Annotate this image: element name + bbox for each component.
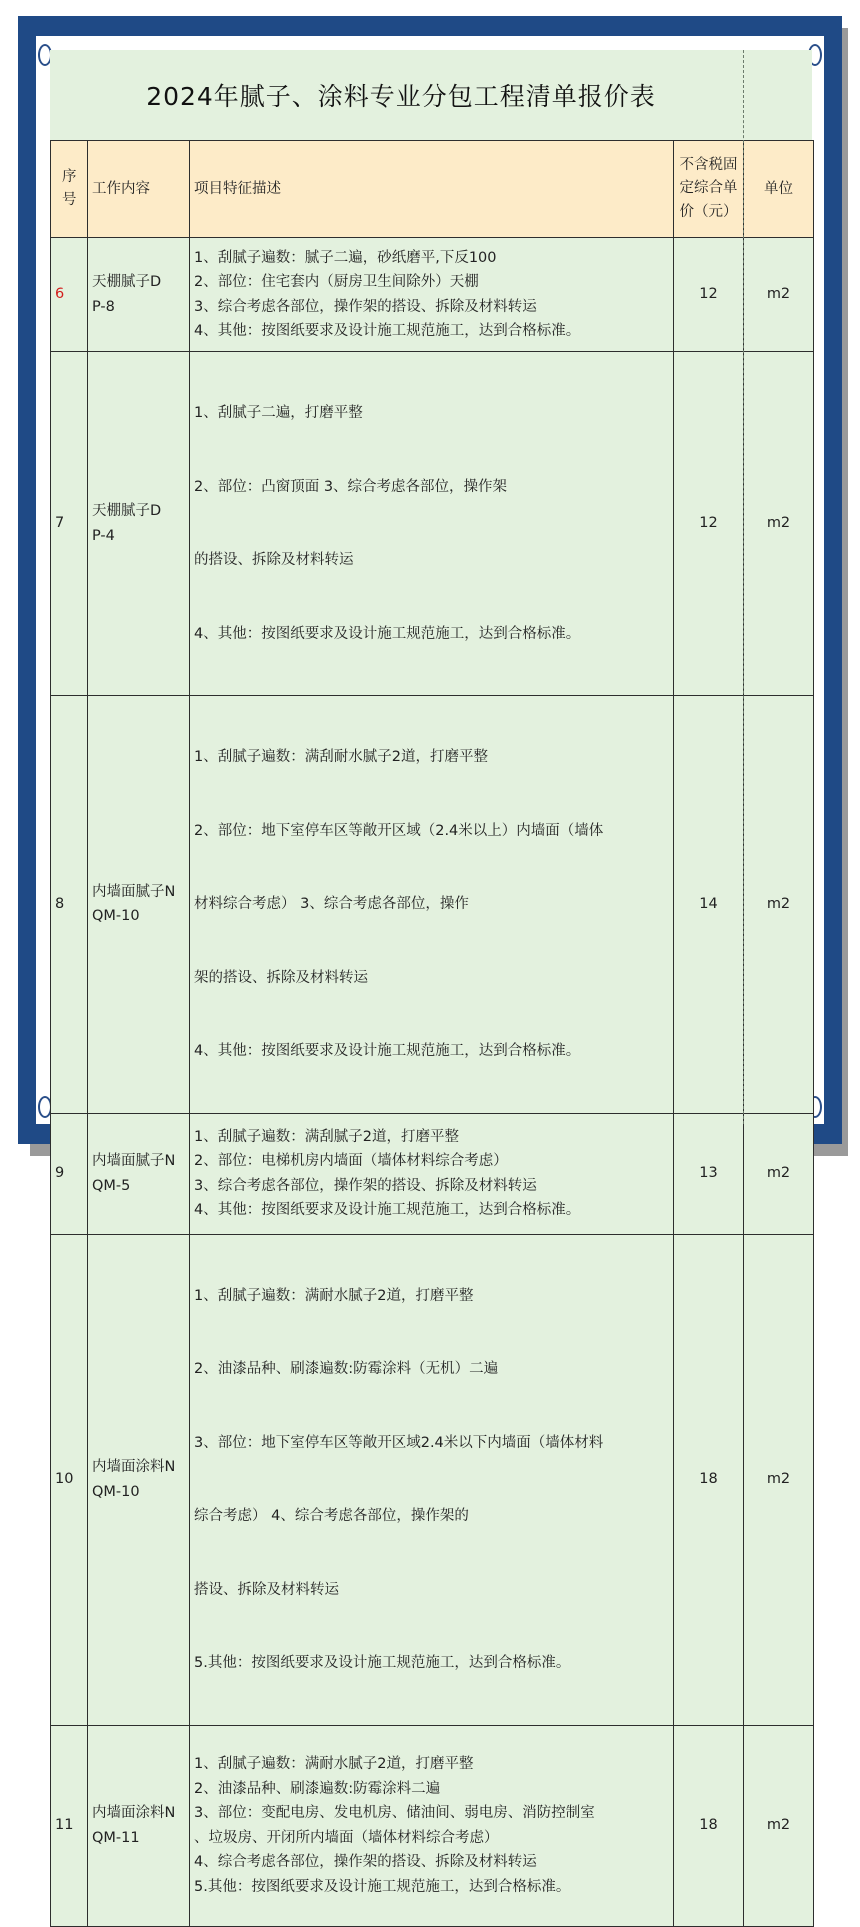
row-no: 7 — [51, 352, 88, 696]
row-price: 14 — [674, 696, 744, 1114]
header-work: 工作内容 — [88, 141, 190, 238]
row-desc: 1、刮腻子二遍，打磨平整 2、部位：凸窗顶面 3、综合考虑各部位，操作架 的搭设、拆除及材料转运 4、其他：按图纸要求及设计施工规范施工，达到合格标准。 — [190, 352, 674, 696]
row-price: 12 — [674, 238, 744, 352]
row-desc: 1、刮腻子遍数：满耐水腻子2道，打磨平整 2、油漆品种、刷漆遍数:防霉涂料（无机）二遍 3、部位：地下室停车区等敞开区域2.4米以下内墙面（墙体材料 综合考虑） 4、综合考虑各部位，操作架的 搭设、拆除及材料转运 5.其他：按图纸要求及设计施工规范施工，达到合格标准。 — [190, 1234, 674, 1725]
table-row — [51, 238, 814, 352]
row-work: 天棚腻子DP-8 — [88, 238, 190, 352]
table-row — [51, 1113, 814, 1234]
row-work: 内墙面涂料NQM-10 — [88, 1234, 190, 1725]
row-price: 18 — [674, 1234, 744, 1725]
row-no: 9 — [51, 1113, 88, 1234]
row-work: 内墙面腻子NQM-5 — [88, 1113, 190, 1234]
sheet-title-text: 2024年腻子、涂料专业分包工程清单报价表 — [146, 82, 656, 111]
row-price: 13 — [674, 1113, 744, 1234]
row-price: 12 — [674, 352, 744, 696]
quotation-sheet — [36, 36, 824, 1895]
row-desc: 1、刮腻子遍数：满耐水腻子2道，打磨平整 2、油漆品种、刷漆遍数:防霉涂料二遍 3、部位：变配电房、发电机房、储油间、弱电房、消防控制室 、垃圾房、开闭所内墙面（墙体材料综合考虑） 4、综合考虑各部位，操作架的搭设、拆除及材料转运 5.其他：按图纸要求及设计施工规范施工，达到合格标准。 — [190, 1725, 674, 1926]
header-desc: 项目特征描述 — [190, 141, 674, 238]
row-desc: 1、刮腻子遍数：满刮腻子2道，打磨平整 2、部位：电梯机房内墙面（墙体材料综合考虑） 3、综合考虑各部位，操作架的搭设、拆除及材料转运 4、其他：按图纸要求及设计施工规范施工，达到合格标准。 — [190, 1113, 674, 1234]
page-break-dashed-line — [743, 50, 744, 1124]
row-desc: 1、刮腻子遍数：腻子二遍，砂纸磨平,下反100 2、部位：住宅套内（厨房卫生间除外）天棚 3、综合考虑各部位，操作架的搭设、拆除及材料转运 4、其他：按图纸要求及设计施工规范施工，达到合格标准。 — [190, 238, 674, 352]
row-no: 8 — [51, 696, 88, 1114]
header-price: 不含税固定综合单价（元） — [674, 141, 744, 238]
row-desc: 1、刮腻子遍数：满刮耐水腻子2道，打磨平整 2、部位：地下室停车区等敞开区域（2.4米以上）内墙面（墙体 材料综合考虑） 3、综合考虑各部位，操作 架的搭设、拆除及材料转运 4、其他：按图纸要求及设计施工规范施工，达到合格标准。 — [190, 696, 674, 1114]
row-work: 内墙面腻子NQM-10 — [88, 696, 190, 1114]
row-no: 10 — [51, 1234, 88, 1725]
quotation-table — [50, 140, 814, 1927]
row-unit: m2 — [744, 352, 814, 696]
table-row — [51, 696, 814, 1114]
sheet-title — [50, 50, 812, 140]
table-row — [51, 1725, 814, 1926]
row-work: 天棚腻子DP-4 — [88, 352, 190, 696]
row-unit: m2 — [744, 1113, 814, 1234]
table-header-row — [51, 141, 814, 238]
row-unit: m2 — [744, 696, 814, 1114]
row-price: 18 — [674, 1725, 744, 1926]
row-unit: m2 — [744, 238, 814, 352]
row-no: 6 — [51, 238, 88, 352]
row-unit: m2 — [744, 1234, 814, 1725]
row-no: 11 — [51, 1725, 88, 1926]
table-row — [51, 352, 814, 696]
header-no: 序号 — [51, 141, 88, 238]
row-work: 内墙面涂料NQM-11 — [88, 1725, 190, 1926]
row-unit: m2 — [744, 1725, 814, 1926]
header-unit: 单位 — [744, 141, 814, 238]
table-row — [51, 1234, 814, 1725]
